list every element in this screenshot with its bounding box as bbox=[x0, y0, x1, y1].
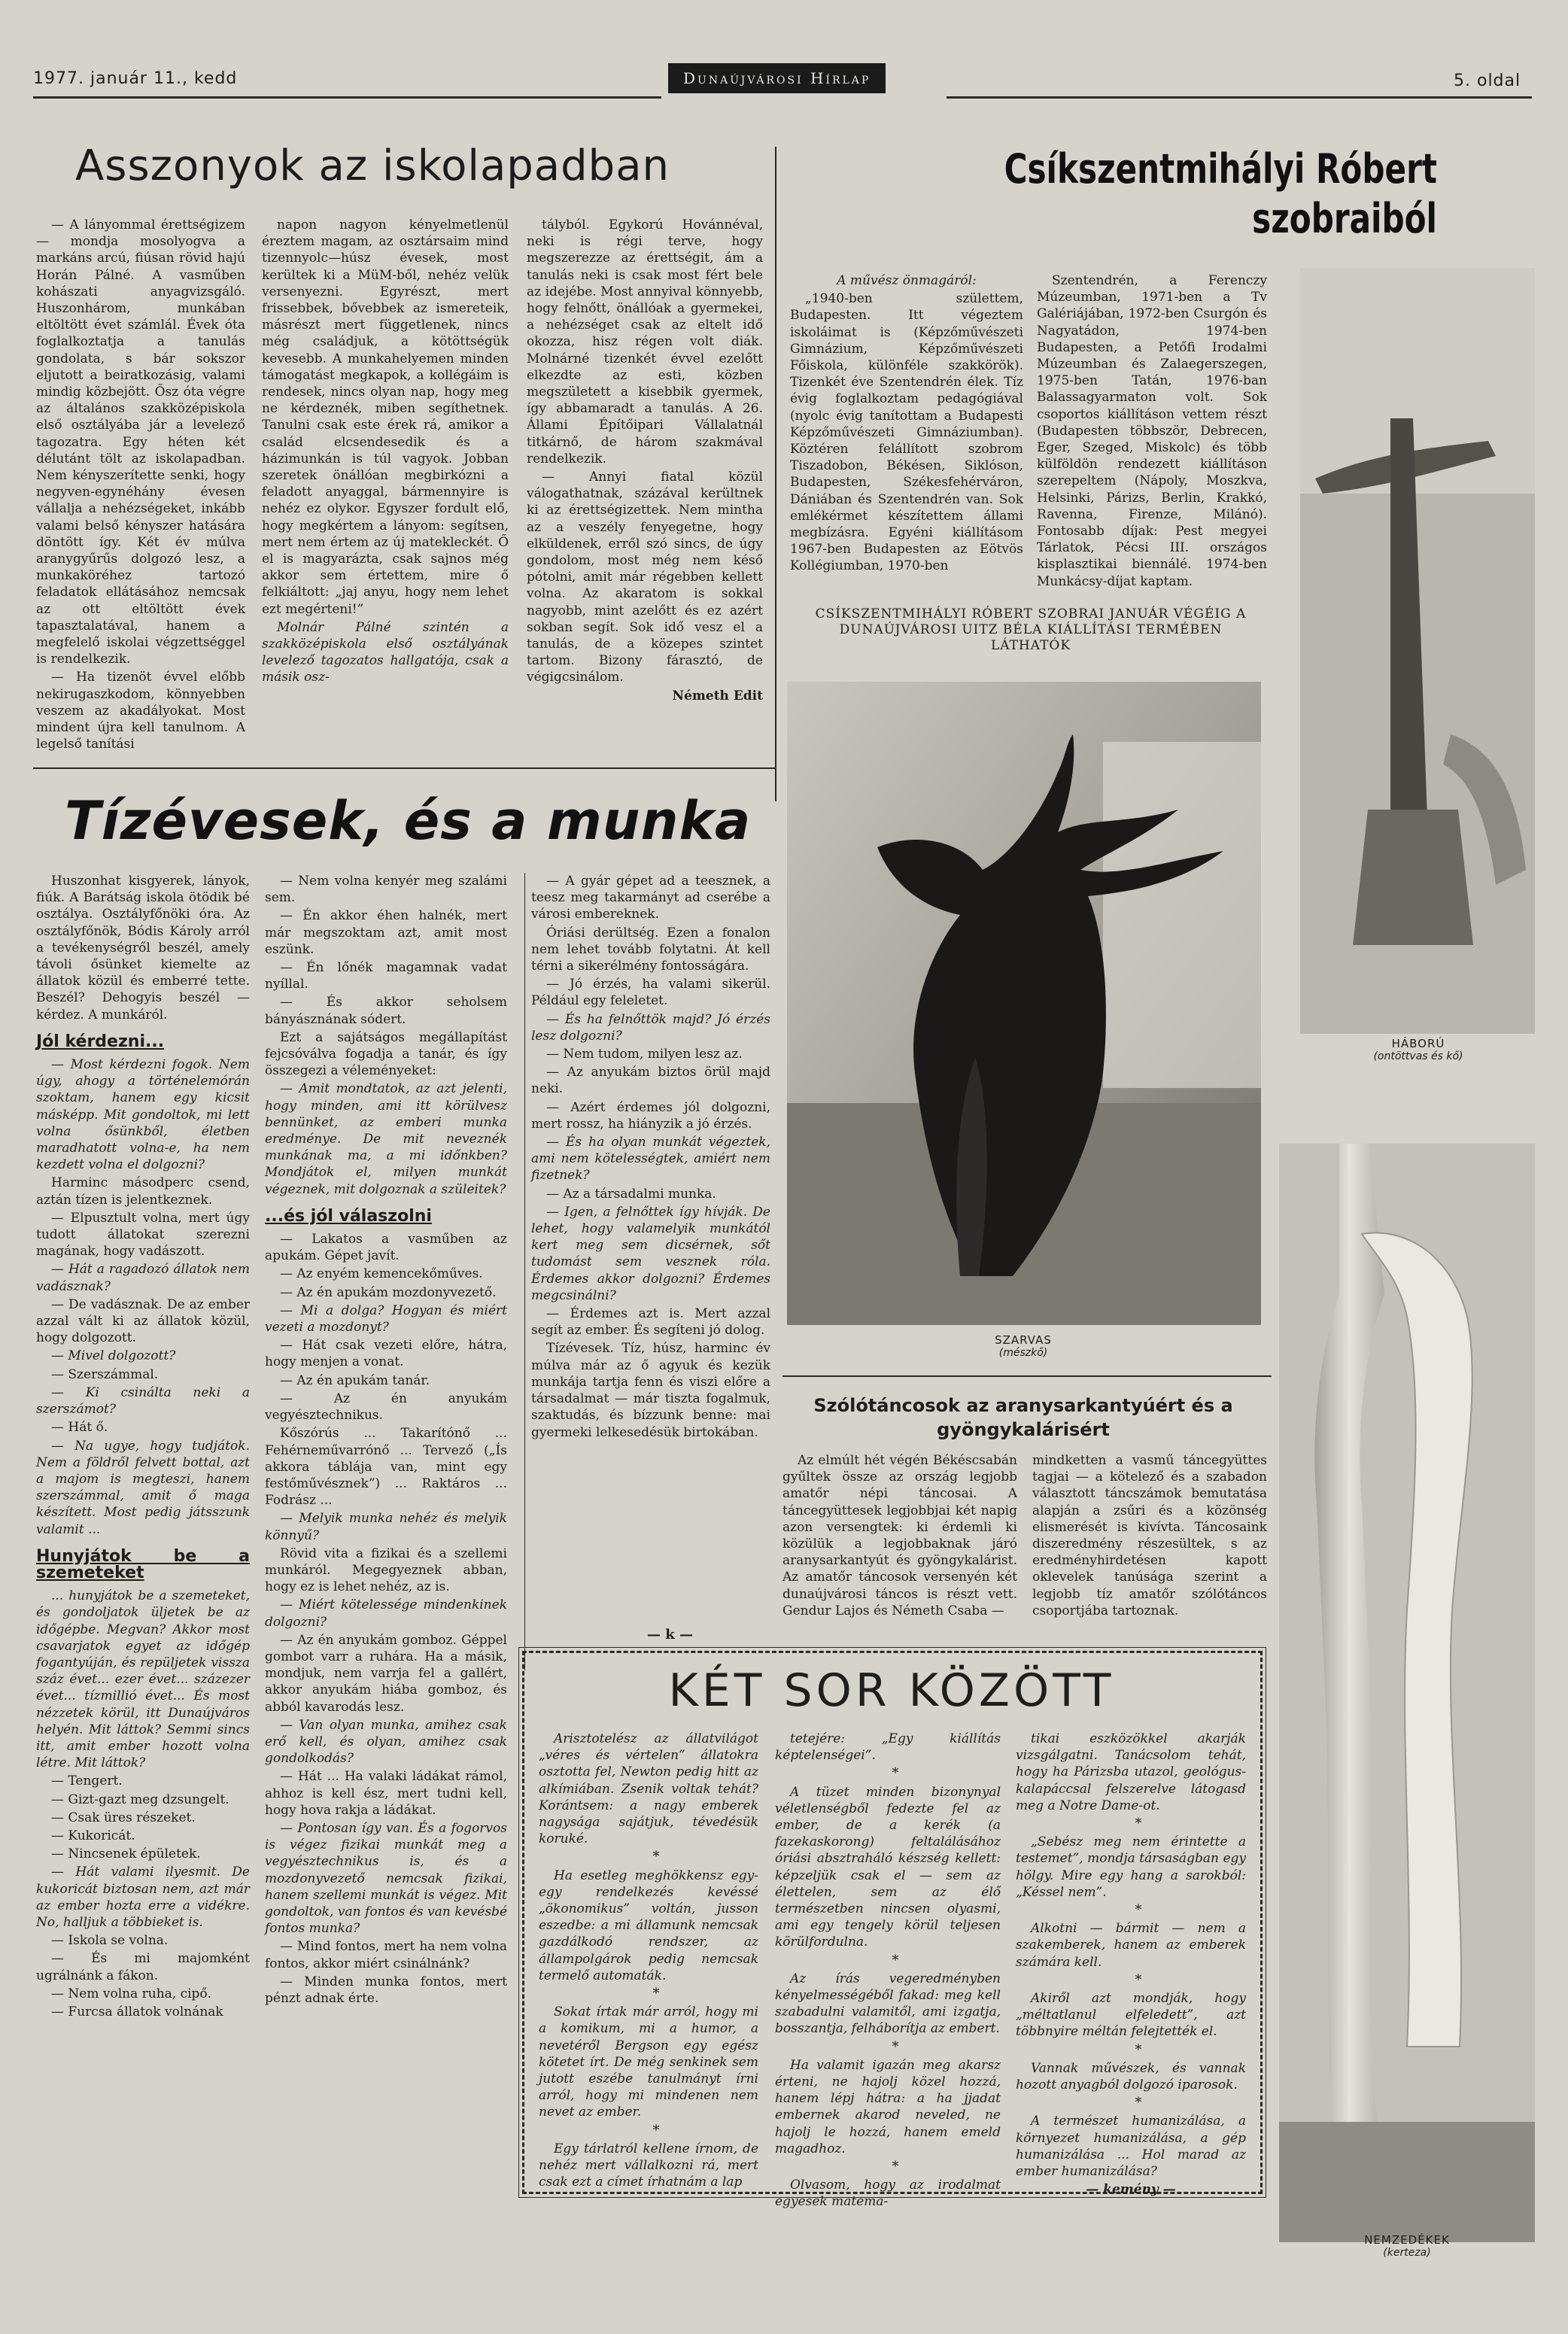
article3-paragraph: — Csak üres részeket. bbox=[51, 1810, 196, 1825]
article2-title-text: Csíkszentmihályi Róbert szobraiból bbox=[1004, 145, 1437, 242]
article3-paragraph: — Én lőnék magamnak vadat nyíllal. bbox=[265, 960, 507, 992]
article3-paragraph: — Nem volna ruha, cipő. bbox=[51, 1986, 212, 2001]
sculpture-photo-nemzedekek bbox=[1279, 1144, 1535, 2242]
article3-paragraph: — Hát ... Ha valaki ládákat rámol, ahhoz is kell ész, mert tudni kell, hogy hova rakja a ládákat. bbox=[265, 1769, 507, 1818]
caption-material: (kerteza) bbox=[1383, 2247, 1431, 2259]
article3-paragraph: — Tengert. bbox=[51, 1773, 123, 1789]
article3-col1 bbox=[36, 873, 250, 2272]
article3-paragraph: — Miért kötelessége mindenkinek dolgozni? bbox=[265, 1597, 507, 1630]
article3-paragraph: — Az én apukám mozdonyvezető. bbox=[280, 1284, 497, 1300]
article3-paragraph: — Minden munka fontos, mert pénzt adnak érte. bbox=[265, 1974, 507, 2006]
article2-col1 bbox=[790, 272, 1023, 649]
haboru-sculpture-image bbox=[1300, 268, 1535, 1034]
article3-paragraph: — Pontosan így van. És a fogorvos is végez fizikai munkát meg a vegyésztechnikus is, és a mozdonyvezető nemcsak fizikai, hanem szellemi munkát is végez. Mit gondoltok, van fontos és van kevésbé fontos munka? bbox=[265, 1820, 507, 1937]
article3-paragraph: — De vadásznak. De az ember azzal vált ki az állatok közül, hogy dolgozott. bbox=[36, 1296, 250, 1346]
article3-paragraph: — Én akkor éhen halnék, mert már megszoktam azt, amit most eszünk. bbox=[265, 908, 507, 957]
separator-star: * bbox=[1135, 1902, 1142, 1919]
article3-col3 bbox=[531, 873, 770, 1625]
article3-paragraph: — Iskola se volna. bbox=[51, 1933, 169, 1949]
header-rule-right bbox=[947, 96, 1532, 99]
article3-paragraph: — És mi majomként ugrálnánk a fákon. bbox=[36, 1951, 250, 1983]
divider-vertical-center bbox=[775, 147, 776, 801]
article3-paragraph: — Hát ő. bbox=[51, 1420, 108, 1436]
article3-subheading: Hunyjátok be a szemeteket bbox=[36, 1546, 250, 1582]
caption-material: (ontöttvas és kő) bbox=[1373, 1050, 1463, 1062]
article3-paragraph: — Amit mondtatok, az azt jelenti, hogy minden, ami itt körülvesz bennünket, az emberi munka eredménye. De mit neveznék munkának ma, a mi időnkben? Mondjátok el, milyen munkát végeznek, mit dolgoznak a szüleitek? bbox=[265, 1081, 507, 1197]
article3-paragraph: — Az anyukám biztos örül majd neki. bbox=[531, 1065, 770, 1097]
article3-paragraph: — Hát valami ilyesmit. De kukoricát biztosan nem, azt már az ember hozta erre a vidékre. No, halljuk a többieket is. bbox=[36, 1864, 250, 1930]
article3-paragraph: — Van olyan munka, amihez csak erő kell, és olyan, amihez csak gondolkodás? bbox=[265, 1717, 507, 1767]
article2-title bbox=[991, 144, 1437, 244]
exhibition-notice: CSÍKSZENTMIHÁLYI RÓBERT SZOBRAI JANUÁR VÉGÉIG A DUNAÚJVÁROSI UITZ BÉLA KIÁLLÍTÁSI TERMÉBEN LÁTHATÓK bbox=[815, 606, 1247, 653]
article1-col1 bbox=[36, 217, 245, 764]
article3-paragraph: Kőszórús ... Takarítónő ... Fehérneművarrónő ... Tervező („Ís akkora táblája van, mint egy festőművésznek”) ... Raktáros ... Fodrász ... bbox=[265, 1426, 507, 1509]
article2-intro-label: A művész önmagáról: bbox=[837, 273, 977, 288]
separator-star: * bbox=[892, 1952, 899, 1968]
article3-paragraph: Tízévesek. Tíz, húsz, harminc év múlva már az ő agyuk és kezük munkája tartja fenn és viszi előre a társadalmat — már tiszta fogalmuk, szaktudás, és bízzunk benne: mai gyermeki lelkesedésük birtokában. bbox=[531, 1341, 770, 1440]
article2-paragraph: Szentendrén, a Ferenczy Múzeumban, 1971-ben a Tv Galériájában, 1972-ben Csurgón és Nagyatádon, 1974-ben Budapesten, a Petőfi Irodalmi Múzeumban és Zalaegerszegen, 1975-ben Tatán, 1976-ban Balassagyarmaton volt. Sok csoportos kiállításon vettem részt (Budapesten többször, Debrecen, Eger, Szeged, Miskolc) és több külföldön rendezett kiállításon szerepeltem (Nápoly, Moszkva, Helsinki, Párizs, Berlin, Krakkó, Ravenna, Firenze, Milánó). Fontosabb díjak: Pest megyei Tárlatok, Pécsi III. országos kisplasztikai biennálé. 1974-ben Munkácsy-díjat kaptam. bbox=[1037, 273, 1267, 589]
article3-paragraph: — Lakatos a vasműben az apukám. Gépet javít. bbox=[265, 1232, 507, 1264]
article3-paragraph: — Azért érdemes jól dolgozni, mert rossz, ha hiányzik a jó érzés. bbox=[531, 1099, 770, 1132]
article3-paragraph: — Most kérdezni fogok. Nem úgy, ahogy a történelemórán szoktam, hanem egy kicsit másképp. Mit gondoltok, mi lett volna ősünkből, életben maradhatott volna-e, ha nem kezdett volna el dolgozni? bbox=[36, 1057, 250, 1173]
separator-star: * bbox=[1135, 1816, 1142, 1832]
separator-star: * bbox=[1135, 2041, 1142, 2058]
divider-col-3a bbox=[524, 873, 525, 1670]
article2-col2 bbox=[1037, 272, 1267, 634]
article3-paragraph: Óriási derültség. Ezen a fonalon nem lehet tovább folytatni. Át kell térni a sikerélmény fontosságára. bbox=[531, 925, 770, 974]
article5-title: KÉT SOR KÖZÖTT bbox=[668, 1664, 1115, 1717]
issue-date: 1977. január 11., kedd bbox=[33, 69, 238, 88]
article5-signature: — kemény — bbox=[1086, 2182, 1176, 2198]
article4-col1 bbox=[782, 1452, 1017, 1640]
separator-star: * bbox=[892, 2159, 899, 2175]
caption-haboru bbox=[1339, 1037, 1497, 1062]
aphorism-paragraph: A természet humanizálása, a környezet humanizálása, a gép humanizálása ... Hol marad az ember humanizálása? bbox=[1016, 2114, 1246, 2180]
article5-col3 bbox=[1016, 1731, 1246, 2198]
article2-paragraph: „1940-ben születtem, Budapesten. Itt végeztem iskoláimat is (Képzőművészeti Gimnázium, Képzőművészeti Főiskola, különféle szakkörök). Tizenkét éve Szentendrén élek. Tíz évig foglalkoztam pedagógiával (nyolc évig tanítottam a Budapesti Képzőművészeti Gimnáziumban). Köztéren felállított szobrom Tiszadobon, Békésen, Siklóson, Budapesten, Székesfehérváron, Dániában és Szentendrén van. Sok emlékérmet készítettem állami megbízásra. Egyéni kiállításom 1967-ben Budapesten az Eötvös Kollégiumban, 1970-ben bbox=[790, 291, 1023, 574]
article3-subheading: Jól kérdezni... bbox=[36, 1032, 165, 1051]
separator-star: * bbox=[652, 2122, 660, 2138]
article3-paragraph: — Furcsa állatok volnának bbox=[51, 2004, 223, 2019]
divider-article1-bottom bbox=[33, 767, 775, 769]
article3-paragraph: — És akkor seholsem bányásznának sódert. bbox=[265, 995, 507, 1027]
article1-col2 bbox=[262, 217, 509, 764]
header-rule-left bbox=[33, 96, 661, 99]
article3-paragraph: — Jó érzés, ha valami sikerül. Például egy feleletet. bbox=[531, 977, 770, 1009]
article1-col3 bbox=[527, 217, 763, 764]
article3-paragraph: — Igen, a felnőttek így hívják. De lehet, hogy valamelyik munkától kert meg sem dicsérnek, sőt tudomást sem vesznek róla. Érdemes akkor dolgozni? Érdemes megcsinálni? bbox=[531, 1204, 770, 1303]
aphorism-paragraph: Akiről azt mondják, hogy „méltatlanul elfeledett”, azt többnyire méltán felejtették el. bbox=[1016, 1991, 1246, 2040]
caption-szarvas bbox=[903, 1333, 1144, 1359]
separator-star: * bbox=[652, 1849, 660, 1865]
divider-article4-top bbox=[782, 1375, 1272, 1377]
nemzedekek-sculpture-image bbox=[1279, 1144, 1535, 2242]
aphorism-paragraph: tetejére: „Egy kiállítás képtelenségei”. bbox=[775, 1731, 1001, 1764]
article3-paragraph: — A gyár gépet ad a teesznek, a teesz meg takarmányt ad cserébe a városi embereknek. bbox=[531, 874, 770, 922]
article3-paragraph: Ezt a sajátságos megállapítást fejcsóválva fogadja a tanár, és így összegezi a véleményeket: bbox=[265, 1029, 507, 1079]
page-number: 5. oldal bbox=[1454, 71, 1521, 90]
aphorism-paragraph: tikai eszközökkel akarják vizsgálgatni. Tanácsolom tehát, hogy ha Párizsba utazol, geológus-kalapáccsal felszerelve látogasd meg a Notre Dame-ot. bbox=[1016, 1731, 1246, 1813]
szarvas-sculpture-image bbox=[787, 682, 1261, 1325]
article3-title: Tízévesek, és a munka bbox=[65, 790, 752, 852]
aphorism-paragraph: Vannak művészek, és vannak hozott anyagból dolgozó iparosok. bbox=[1016, 2060, 1246, 2093]
separator-star: * bbox=[1135, 1971, 1142, 1988]
article3-paragraph: Huszonhat kisgyerek, lányok, fiúk. A Barátság iskola ötödik bé osztálya. Osztályfőnöki óra. Az osztályfőnök, Bódis Károly arról a tevékenységről beszél, amely távoli ősünket kiemelte az állatok közül és emberré tette. Beszél? Dehogyis beszél — kérdez. A munkáról. bbox=[36, 874, 250, 1023]
article3-paragraph: — Elpusztult volna, mert úgy tudott állatokat szerezni magának, hogy vadászott. bbox=[36, 1210, 250, 1260]
article1-signature: Németh Edit bbox=[672, 688, 763, 704]
article3-paragraph: — Az a társadalmi munka. bbox=[546, 1186, 716, 1202]
separator-star: * bbox=[892, 1765, 899, 1782]
article1-title: Asszonyok az iskolapadban bbox=[75, 141, 670, 190]
aphorism-paragraph: Egy tárlatról kellene írnom, de nehéz mert vállalkozni rá, mert csak ezt a címet írhatnám a lap bbox=[539, 2141, 758, 2190]
article4-col2 bbox=[1032, 1452, 1267, 1640]
article3-paragraph: ... hunyjátok be a szemeteket, és gondoljatok üljetek be az időgépbe. Megvan? Akkor most csavarjatok egyet az időgép fogantyúján, és repüljetek vissza száz évet... ezer évet... százezer évet... tízmillió évet... És most nézzetek körül, itt Dunaújváros helyén. Mit láttok? Semmi sincs itt, amit ember hozott volna létre. Mit láttok? bbox=[36, 1588, 250, 1771]
article1-paragraph: — Annyi fiatal közül válogathatnak, százával kerültnek ki az érettségizettek. Nem mintha az a veszély fenyegetne, hogy elküldenek, erről szó sincs, de úgy gondolom, most még nem késő pótolni, amit már régebben kellett volna. Az akaratom is sokkal nagyobb, mint azelőtt és ez azért sokban segít. Sok idő vesz el a tanulás, de a közepes szintet tartom. Bizony fárasztó, de végigcsinálom. bbox=[527, 470, 763, 685]
caption-title: NEMZEDÉKEK bbox=[1364, 2233, 1450, 2247]
article3-paragraph: — Nem tudom, milyen lesz az. bbox=[546, 1047, 743, 1062]
aphorism-paragraph: „Sebész meg nem érintette a testemet”, mondja társaságban egy hölgy. Mire egy hang a sarokból: „Késsel nem”. bbox=[1016, 1834, 1246, 1900]
sculpture-photo-szarvas bbox=[787, 682, 1261, 1325]
aphorism-paragraph: Olvasom, hogy az irodalmat egyesek matema- bbox=[775, 2177, 1001, 2210]
masthead-badge: Dunaújvárosi Hírlap bbox=[668, 63, 886, 93]
article3-paragraph: — Szerszámmal. bbox=[51, 1366, 159, 1382]
article3-paragraph: — És ha felnőttök majd? Jó érzés lesz dolgozni? bbox=[531, 1011, 770, 1044]
sculpture-photo-haboru bbox=[1300, 268, 1535, 1034]
article3-paragraph: — Az enyém kemencekőműves. bbox=[280, 1266, 483, 1282]
caption-title: HÁBORÚ bbox=[1391, 1037, 1445, 1050]
article3-col2 bbox=[265, 873, 507, 2272]
aphorism-paragraph: Sokat írtak már arról, hogy mi a komikum, mi a humor, a nevetéről Bergson egy egész kötetet írt. De még senkinek sem jutott eszébe tanulmányt írni arról, hogy mi mindenen nem nevet az ember. bbox=[539, 2004, 758, 2120]
article1-paragraph: Molnár Pálné szintén a szakközépiskola első osztályának levelező tagozatos hallgatója, csak a másik osz- bbox=[262, 619, 509, 685]
aphorism-paragraph: Az írás vegeredményben kényelmességéből fakad: meg kell szabadulni valamitől, ami izgatja, bosszantja, felháborítja az embert. bbox=[775, 1971, 1001, 2037]
article3-paragraph: — Az én anyukám vegyésztechnikus. bbox=[265, 1390, 507, 1424]
article3-paragraph: — Mivel dolgozott? bbox=[51, 1348, 176, 1364]
aphorism-paragraph: Ha esetleg meghökkensz egy-egy rendelkezés kevéssé „ökonomikus” voltán, jusson eszedbe: a mi államunk nemcsak gazdálkodó rendszer, az állampolgárok pedig nemcsak termelő automaták. bbox=[539, 1868, 758, 1983]
article3-paragraph: — Melyik munka nehéz és melyik könnyű? bbox=[265, 1511, 507, 1543]
article4-paragraph: Az elmúlt hét végén Békéscsabán gyűltek össze az ország legjobb amatőr népi táncosai. A táncegyüttesek legjobbjai két napig azon versengtek: ki érdemli ki közülük a legjobbaknak járó aranysarkantyút és gyöngykalárist. Az amatőr táncosok versenyén két dunaújvárosi táncos is részt vett. Gendur Lajos és Németh Csaba — bbox=[782, 1453, 1017, 1618]
article3-paragraph: — Az én apukám tanár. bbox=[280, 1372, 430, 1388]
article3-paragraph: — Nem volna kenyér meg szalámi sem. bbox=[265, 874, 507, 906]
article1-paragraph: — Ha tizenöt évvel előbb nekirugaszkodom, könnyebben veszem az akadályokat. Most mindent újra kell tanulnom. A legelső tanítási bbox=[36, 670, 245, 752]
article3-paragraph: — Mi a dolga? Hogyan és miért vezeti a mozdonyt? bbox=[265, 1302, 507, 1336]
article3-paragraph: Rövid vita a fizikai és a szellemi munkáról. Megegyeznek abban, hogy ez is lehet nehéz, az is. bbox=[265, 1545, 507, 1595]
caption-nemzedekek bbox=[1302, 2233, 1512, 2259]
caption-material: (mészkő) bbox=[998, 1347, 1048, 1359]
article4-title: Szólótáncosok az aranysarkantyúért és a gyöngykalárisért bbox=[813, 1395, 1233, 1440]
article3-subheading: ...és jól válaszolni bbox=[265, 1206, 432, 1226]
article3-paragraph: — Nincsenek épületek. bbox=[51, 1846, 201, 1862]
article5-col1 bbox=[539, 1731, 758, 2190]
aphorism-paragraph: Alkotni — bármit — nem a szakemberek, hanem az emberek számára kell. bbox=[1016, 1921, 1246, 1970]
separator-star: * bbox=[892, 2038, 899, 2055]
article3-signature: — k — bbox=[647, 1627, 694, 1643]
aphorism-paragraph: A tüzet minden bizonynyal véletlenségből fedezte fel az ember, de a kerék (a fazekaskorong) feltalálásához óriási absztraháló készség kellett: képzeljük csak el — sem az élettelen, sem az élő természetben nincsen olyasmi, ami egy tengely körül teljesen körülfordulna. bbox=[775, 1784, 1001, 1950]
article3-paragraph: — Hát csak vezeti előre, hátra, hogy menjen a vonat. bbox=[265, 1338, 507, 1370]
aphorism-paragraph: Ha valamit igazán meg akarsz érteni, ne hajolj közel hozzá, hanem lépj hátra: a ha jjadat embernek akarod neveled, ne hajolj le hozzá, hanem emeld magadhoz. bbox=[775, 2057, 1001, 2156]
article5-col2 bbox=[775, 1731, 1001, 2210]
article3-paragraph: — És ha olyan munkát végeztek, ami nem kötelességtek, amiért nem fizetnek? bbox=[531, 1135, 770, 1184]
article3-paragraph: — Érdemes azt is. Mert azzal segít az ember. És segíteni jó dolog. bbox=[531, 1306, 770, 1339]
article3-paragraph: — Na ugye, hogy tudjátok. Nem a földről felvett bottal, azt a majom is megteszi, hanem szerszámmal, amit ő maga készített. Most pedig játsszunk valamit ... bbox=[36, 1438, 250, 1537]
caption-title: SZARVAS bbox=[995, 1333, 1052, 1347]
aphorism-paragraph: Arisztotelész az állatvilágot „véres és vértelen” állatokra osztotta fel, Newton pedig hitt az alkímiában. Zsenik voltak tehát? Korántsem: a nagy emberek nagysága sajátjuk, tévedésük koruké. bbox=[539, 1731, 758, 1847]
article3-paragraph: — Kukoricát. bbox=[51, 1828, 135, 1843]
article4-paragraph: mindketten a vasmű táncegyüttes tagjai — a kötelező és a szabadon választott táncszámok bemutatása alapján a zsűri és a közönség elismerését is kivívta. Táncosaink diszeredmény részesültek, s az eredményhirdetésen kapott oklevelek tanúsága szerint a legjobb tíz amatőr szólótáncos csoportjába tartoznak. bbox=[1032, 1453, 1267, 1618]
article3-paragraph: — Gizt-gazt meg dzsungelt. bbox=[51, 1792, 229, 1807]
separator-star: * bbox=[1135, 2095, 1142, 2111]
article3-paragraph: — Hát a ragadozó állatok nem vadásznak? bbox=[36, 1262, 250, 1294]
article3-paragraph: — Mind fontos, mert ha nem volna fontos, akkor miért csinálnánk? bbox=[265, 1939, 507, 1971]
article3-paragraph: — Ki csinálta neki a szerszámot? bbox=[36, 1384, 250, 1418]
article1-paragraph: napon nagyon kényelmetlenül éreztem magam, az osztársaim mind tizennyolc—húsz évesek, most kerültek ki a MüM-ből, nehéz velük versenyezni. Egyrészt, mert frissebbek, bővebbek az ismereteik, másrészt mert függetlenek, nincs még családjuk, a kötöttségük kevesebb. A munkahelyemen minden támogatást megkapok, a kollégáim is rendesek, nincs olyan nap, hogy meg ne kérdeznék, miben segíthetnek. Tanulni csak este érek rá, amikor a család elcsendesedik és a házimunkán is túl vagyok. Jobban szeretek önállóan megbirkózni a feladott anyaggal, bármennyire is nehéz ez olykor. Egyszer fordult elő, hogy megkértem a lányom: segítsen, mert nem értem az új matekleckét. Ő el is magyarázta, csak sajnos még akkor sem értettem, mire ő felkiáltott: „jaj anyu, hogy nem lehet ezt megérteni!” bbox=[262, 217, 509, 617]
separator-star: * bbox=[652, 1986, 660, 2002]
article3-paragraph: — Az én anyukám gomboz. Géppel gombot varr a ruhára. Ha a másik, mondjuk, nem varrja fel a gallért, akkor anyukám hiába gomboz, és abból kavarodás lesz. bbox=[265, 1632, 507, 1715]
article1-paragraph: — A lányommal érettségizem — mondja mosolyogva a markáns arcú, fiúsan rövid hajú Horán Pálné. A vasműben kohászati anyagvizsgáló. Huszonhárom, munkában eltöltött évet számlál. Évek óta foglalkoztatja a tanulás gondolata, s bár sokszor eljutott a beiratkozásig, valami mindig közbejött. Ősz óta végre az általános szakközépiskola első osztályába jár a levelező tagozatra. Egy héten két délutánt tölt az iskolapadban. Nem kényszerítette senki, hogy negyven-egynéhány évesen vállalja a nehézségeket, inkább valami belső kényszer hatására döntött így. Két év múlva aranygyűrűs dolgozó lesz, a munkaköréhez tartozó feladatok ellátásához nemcsak az ott eltöltött évek tapasztalatával, hanem a megfelelő iskolai végzettséggel is rendelkezik. bbox=[36, 217, 245, 667]
article3-paragraph: Harminc másodperc csend, aztán tízen is jelentkeznek. bbox=[36, 1175, 250, 1208]
article1-paragraph: tályból. Egykorú Hovánnéval, neki is régi terve, hogy megszerezze az érettségit, ám a tanulás neki is csak most fért bele az idejébe. Most annyival könnyebb, hogy felnőtt, önállóak a gyermekei, a nehézséget csak az eltelt idő okozza, hisz régen volt diák. Molnárné tizenkét évvel ezelőtt elkezdte az esti, közben megszületett a kisebbik gyermek, így abbamaradt a tanulás. A 26. Állami Építőipari Vállalatnál titkárnő, de három szakmával rendelkezik. bbox=[527, 217, 763, 466]
